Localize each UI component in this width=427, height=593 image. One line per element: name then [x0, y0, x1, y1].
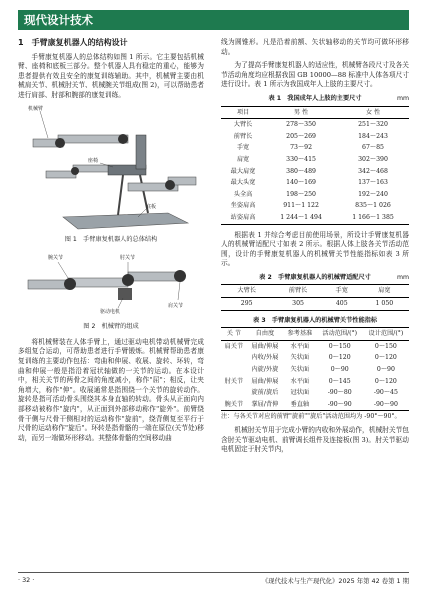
cell: 835～1 026 — [355, 202, 391, 210]
table-2-header: 前臂长 — [272, 285, 323, 298]
cell: 最大头宽 — [230, 179, 256, 187]
cell: 矢状面 — [290, 354, 310, 362]
table-row — [221, 200, 409, 212]
cell: 0～120 — [374, 354, 397, 362]
label-elbow: 肘关节 — [120, 255, 136, 262]
cell: 305 — [272, 298, 323, 311]
right-column — [221, 38, 409, 459]
figure-2-caption: 图 2 机械臂的组成 — [83, 323, 139, 331]
table-row — [221, 212, 409, 224]
table-3-note: 注：与各关节对应的前臂"旋前""旋后"活动范围均为 -90°～90°。 — [221, 413, 401, 421]
paragraph-continued: 线为圆锥形。凡是沿着前额、矢状轴移动的关节均可做环形移动。 — [221, 38, 409, 56]
table-3-header: 自由度 — [247, 328, 283, 341]
table-2-title: 表 2 手臂康复机器人的机械臂适配尺寸 — [259, 273, 371, 281]
cell: 184～243 — [358, 132, 388, 140]
table-row — [221, 177, 409, 189]
label-base: 底板 — [146, 203, 157, 210]
cell: 73～92 — [290, 144, 313, 152]
cell: 屈曲/伸展 — [251, 342, 279, 350]
table-2-header: 大臂长 — [221, 285, 272, 298]
table-3-header: 关 节 — [221, 328, 247, 341]
cell: 内收/外展 — [251, 354, 279, 362]
cell: 0～150 — [374, 342, 397, 350]
cell: 380～489 — [286, 167, 316, 175]
cell — [221, 387, 247, 399]
cell: 198～250 — [286, 190, 316, 198]
figure-1-caption: 图 1 手臂康复机器人的总体结构 — [64, 235, 158, 243]
table-1-caption — [221, 94, 409, 104]
section-header-bar — [18, 10, 409, 30]
header-title: 现代设计技术 — [24, 13, 93, 27]
table-row — [221, 142, 409, 154]
cell: -90～80 — [327, 389, 352, 397]
figure-1 — [18, 105, 204, 233]
table-row — [221, 189, 409, 201]
cell: 1 050 — [360, 298, 409, 311]
cell: 295 — [221, 298, 272, 311]
paragraph-elbow: 机械肘关节用于完成小臂的内收和外展动作，机械肘关节包含肘关节驱动电机、前臂调长组件及连接板(图 3)。肘关节驱动电机固定于肘关节内， — [221, 426, 409, 454]
cell: 头全高 — [233, 190, 253, 198]
cell — [221, 352, 247, 364]
table-1-header: 项目 — [221, 106, 265, 119]
cell: 内旋/外旋 — [251, 366, 279, 374]
table-row — [221, 340, 409, 352]
cell: 0～150 — [328, 342, 351, 350]
table-3-caption: 表 3 手臂康复机器人的机械臂关节性能指标 — [252, 316, 378, 324]
table-3-header: 参考基准 — [283, 328, 317, 341]
table-row — [221, 166, 409, 178]
cell: 405 — [324, 298, 360, 311]
cell: 肘关节 — [224, 377, 244, 385]
cell: 0～145 — [328, 377, 351, 385]
cell: -90～90 — [363, 399, 409, 411]
table-2-header: 手宽 — [324, 285, 360, 298]
label-motor: 驱动电机 — [100, 309, 121, 316]
cell: 1 244～1 494 — [265, 212, 337, 224]
cell: 站姿肩高 — [221, 212, 265, 224]
table-3 — [221, 327, 409, 411]
table-row — [221, 352, 409, 364]
cell: 205～269 — [286, 132, 316, 140]
table-2-header: 肩宽 — [360, 285, 409, 298]
table-2 — [221, 284, 409, 310]
label-arm: 机械臂 — [28, 105, 44, 112]
cell: 330～415 — [286, 155, 316, 163]
cell: 0～90 — [376, 366, 395, 374]
table-row — [221, 387, 409, 399]
table-3-header: 活动范围/(°) — [317, 328, 363, 341]
table-row — [221, 364, 409, 376]
cell: 水平面 — [290, 342, 310, 350]
cell: 手宽 — [236, 144, 250, 152]
cell: 垂直轴 — [283, 399, 317, 411]
table-row — [221, 376, 409, 388]
table-2-unit: mm — [396, 273, 409, 281]
cell: 掌屈/背伸 — [247, 399, 283, 411]
cell: 前臂长 — [233, 132, 253, 140]
cell: -90～90 — [317, 399, 363, 411]
left-column — [18, 38, 204, 447]
table-1-header: 男 性 — [265, 106, 337, 119]
cell: 肩关节 — [224, 342, 244, 350]
cell: 302～390 — [358, 155, 388, 163]
cell: 0～120 — [328, 354, 351, 362]
label-wrist: 腕关节 — [48, 255, 64, 262]
table-row — [221, 298, 409, 311]
robot-overall-image — [18, 105, 204, 233]
cell: 腕关节 — [221, 399, 247, 411]
label-shoulder: 肩关节 — [168, 303, 184, 310]
cell — [221, 364, 247, 376]
cell: 水平面 — [290, 377, 310, 385]
table-row — [221, 399, 409, 411]
cell: 192～240 — [358, 190, 388, 198]
cell: 278～350 — [286, 121, 316, 129]
cell: 67～85 — [362, 144, 384, 152]
label-seat: 座椅 — [88, 157, 99, 164]
cell: 342～468 — [358, 167, 388, 175]
section-title: 1 手臂康复机器人的结构设计 — [18, 38, 128, 47]
paragraph-arm-motion: 将机械臂装在人体手臂上，通过驱动电机带动机械臂完成多组复合运动，可帮助患者进行手臂锻炼。机械臂帮助患者康复训练的主要动作包括：弯曲和伸展、收展、旋转、环转，弯曲和伸展一般是指沿着冠状轴做的一关节的运动。在本设计中，相关关节的两骨之间的角度减小，称作"屈"；相反，让夹角增大，称作"伸"。收展通常是指围绕一个关节的旋转动作。旋转是指可活动骨头围绕其本身直轴的转动。骨头从正面向内部移动被称作"旋内"，从正面到外部移动称作"旋外"。前臂绕骨干侧与尺骨干侧相对的运动称作"旋前"，绕背侧复至平行于尺骨的运动称作"旋后"。环转是指骨骼的一端在原位(关节处)移动，而另一端做环形移动。其整体骨骼的空间移动曲 — [18, 337, 204, 442]
cell: -90～45 — [373, 389, 398, 397]
cell: 1 166～1 385 — [337, 212, 409, 224]
cell: 坐姿肩高 — [230, 202, 256, 210]
paragraph-intro: 手臂康复机器人的总体结构如图 1 所示。它主要包括机械臂、座椅和底板三部分。整个机器人具有稳定的重心，能够为患者提供有效且安全的康复训练辅助。其中，机械臂主要由机械肩关节、机械肘关节、机械腕关节组成(图 2)，可以帮助患者进行肩部、肘部和腕部的康复训练。 — [18, 52, 204, 99]
cell: 251～320 — [358, 121, 388, 129]
table-3-header: 设计范围/(°) — [363, 328, 409, 341]
table-2-caption — [221, 273, 409, 283]
table-1 — [221, 106, 409, 225]
footer-divider — [18, 572, 409, 573]
table-1-header: 女 性 — [337, 106, 409, 119]
paragraph-standard: 为了提高手臂康复机器人的适应性，机械臂各段尺寸及各关节活动角度均应根据我国 GB 10000—88 标准中人体各项尺寸进行设计。表 1 所示为我国成年人上肢的主要尺寸。 — [221, 61, 409, 89]
table-row — [221, 154, 409, 166]
paragraph-adapted-size: 根据表 1 并综合考虑目前使用场景，所设计手臂康复机器人的机械臂适配尺寸如表 2 所示。根据人体上肢各关节活动范围，设计的手臂康复机器人的机械臂关节性能指标如表 3 所示。 — [221, 230, 409, 268]
cell: 137～163 — [358, 179, 388, 187]
cell: 冠状面 — [290, 389, 310, 397]
cell: 0～90 — [330, 366, 349, 374]
cell: 911～1 122 — [283, 202, 319, 210]
cell: 0～120 — [374, 377, 397, 385]
cell: 矢状面 — [290, 366, 310, 374]
cell: 140～169 — [286, 179, 316, 187]
cell: 肩宽 — [236, 155, 250, 163]
cell: 最大肩宽 — [230, 167, 256, 175]
table-1-unit: mm — [396, 94, 409, 102]
figure-2 — [18, 250, 204, 320]
table-1-title: 表 1 我国成年人上肢的主要尺寸 — [268, 94, 362, 102]
cell: 旋前/旋后 — [251, 389, 279, 397]
table-row — [221, 131, 409, 143]
cell: 屈曲/伸展 — [251, 377, 279, 385]
table-row — [221, 119, 409, 131]
page-number: · 32 · — [18, 576, 35, 584]
cell: 大臂长 — [233, 121, 253, 129]
journal-name: 《现代技术与生产现代化》2025 年第 42 卷第 1 期 — [261, 577, 409, 585]
